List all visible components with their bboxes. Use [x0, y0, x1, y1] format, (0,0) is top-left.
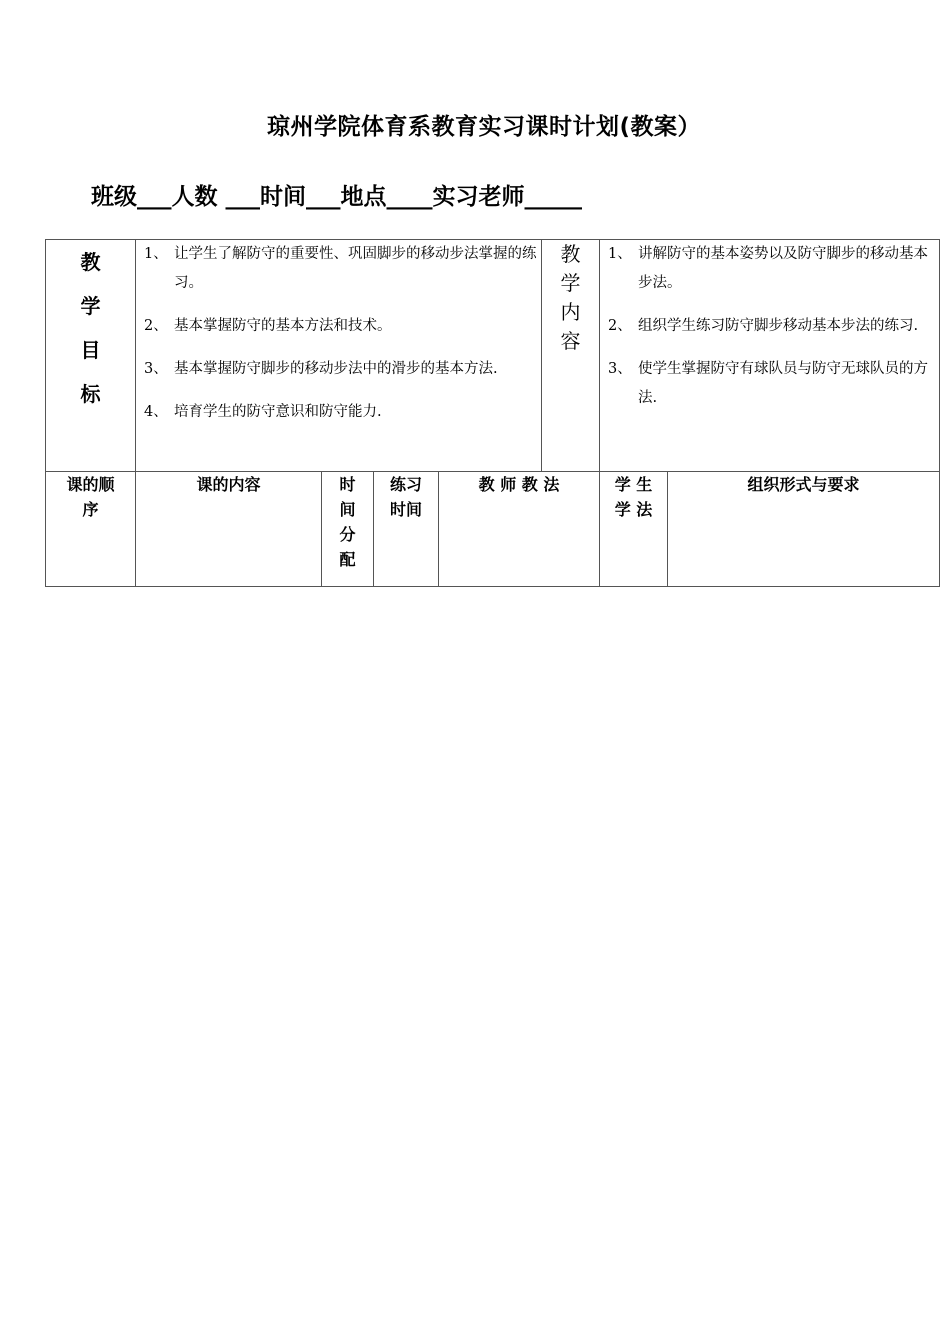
list-item: 2、 组织学生练习防守脚步移动基本步法的练习.: [608, 318, 919, 334]
list-item: 4、 培育学生的防守意识和防守能力.: [144, 404, 382, 420]
header-organization: 组织形式与要求: [668, 472, 940, 587]
header-time-allocation: 时 间 分 配: [322, 472, 374, 587]
header-teacher-method: 教 师 教 法: [439, 472, 600, 587]
content-list: [600, 240, 939, 413]
list-item: 2、 基本掌握防守的基本方法和技术。: [144, 318, 392, 334]
header-row: [46, 472, 940, 587]
list-item: 3、 基本掌握防守脚步的移动步法中的滑步的基本方法.: [144, 361, 498, 377]
content-label: 教 学 内 容: [542, 240, 600, 472]
class-info-line: 班级___人数 ___时间___地点____实习老师_____: [91, 184, 583, 210]
header-order: 课的顺 序: [46, 472, 136, 587]
header-lesson-content: 课的内容: [136, 472, 322, 587]
list-item: 1、 讲解防守的基本姿势以及防守脚步的移动基本步法。: [608, 246, 928, 291]
objectives-row: [46, 240, 940, 472]
lesson-plan-table: [45, 239, 940, 587]
document-title: 琼州学院体育系教育实习课时计划(教案）: [266, 114, 701, 140]
content-cell: [600, 240, 940, 472]
objectives-label: 教 学 目 标: [46, 240, 136, 472]
list-item: 1、 让学生了解防守的重要性、巩固脚步的移动步法掌握的练习。: [144, 246, 537, 291]
objectives-list: [136, 240, 541, 427]
header-student-method: 学 生 学 法: [600, 472, 668, 587]
header-practice-time: 练习 时间: [374, 472, 439, 587]
list-item: 3、 使学生掌握防守有球队员与防守无球队员的方法.: [608, 361, 928, 406]
objectives-cell: [136, 240, 542, 472]
